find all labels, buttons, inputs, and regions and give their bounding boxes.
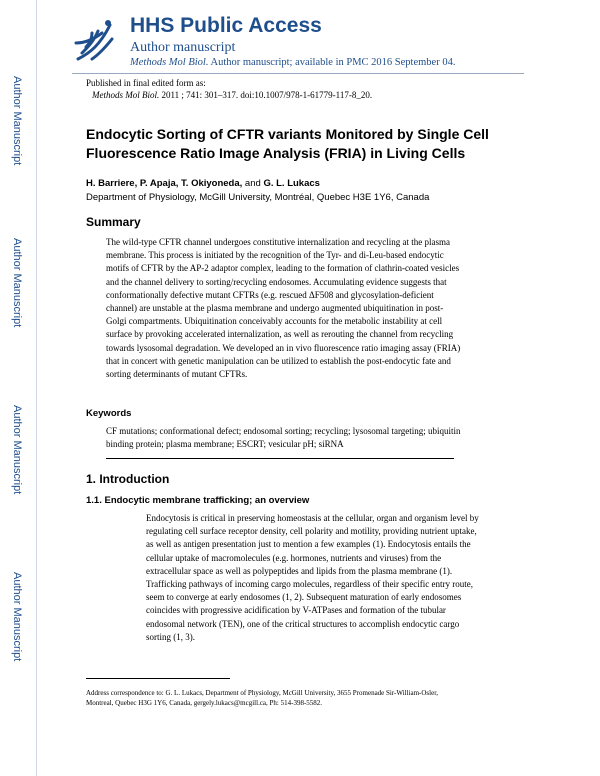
header-divider (72, 73, 524, 74)
availability-note (130, 57, 455, 68)
affiliation: Department of Physiology, McGill University, Montréal, Quebec H3E 1Y6, Canada (86, 192, 430, 203)
authors-and: and (242, 178, 264, 189)
hhs-eagle-logo-icon (72, 15, 116, 63)
availability-text: Author manuscript; available in PMC 2016 September 04. (208, 57, 456, 68)
sidebar-label: Author Manuscript (11, 76, 23, 166)
summary-text (106, 236, 526, 381)
journal-name: Methods Mol Biol. (130, 57, 209, 68)
footnote-line: Address correspondence to: G. L. Lukacs, Department of Physiology, McGill University, 3655 Promenade Sir-William-Osler, (86, 689, 439, 697)
hhs-title: HHS Public Access (130, 14, 322, 37)
author-list (86, 178, 320, 189)
sidebar-divider (36, 0, 37, 776)
introduction-line: seem to converge at early endosomes (1, 2). Subsequent maturation of early endosomes (146, 592, 462, 603)
summary-line: surface by provoking accelerated internalization, as well as rerouting the channel from recycling (106, 329, 454, 340)
sidebar-label: Author Manuscript (11, 238, 23, 328)
introduction-line: coincides with progressive acidification by V-ATPases and formation of the tubular (146, 605, 446, 616)
citation-journal: Methods Mol Biol. (92, 90, 160, 100)
subsection-heading: 1.1. Endocytic membrane trafficking; an overview (86, 495, 310, 506)
summary-line: channel) are unstable at the plasma membrane and undergo augmented ubiquitination in post- (106, 303, 444, 314)
summary-line: sorting determinants of mutant CFTRs. (106, 369, 248, 380)
summary-line: motifs of CFTR by the AP-2 adaptor complex, leading to the formation of clathrin-coated vesicles (106, 263, 460, 274)
introduction-line: extracellular space as well as polypeptides and lipids from the plasma membrane (1). (146, 565, 453, 576)
introduction-text (146, 512, 526, 644)
introduction-line: regulating cell surface receptor density, cell polarity and motility, providing nutrient uptake, (146, 526, 477, 537)
introduction-line: endosomal network (TEN), one of the critical structures to accomplish endocytic cargo (146, 618, 460, 629)
keywords-text (106, 425, 526, 451)
summary-heading: Summary (86, 215, 141, 229)
sidebar-label: Author Manuscript (11, 572, 23, 662)
summary-line: that in concert with genetic manipulation can be utilized to establish the post-endocytic fate and (106, 355, 451, 366)
introduction-line: Trafficking pathways of incoming cargo molecules, regardless of their specific entry route, (146, 579, 473, 590)
summary-line: conformationally defective mutant CFTRs (e.g. rescued ΔF508 and glycosylation-deficient (106, 289, 434, 300)
published-label: Published in final edited form as: (86, 78, 206, 88)
introduction-line: sorting (1, 3). (146, 631, 195, 642)
keywords-line: CF mutations; conformational defect; endosomal sorting; recycling; lysosomal targeting; ubiquitin (106, 426, 461, 436)
authors: H. Barriere, P. Apaja, T. Okiyoneda, (86, 178, 243, 189)
citation (92, 90, 372, 100)
introduction-line: cellular uptake of macromolecules (e.g. hormones, nutrients and viruses) from the (146, 552, 442, 563)
keywords-divider (106, 458, 454, 459)
summary-line: membrane. This process is initiated by the recognition of the Tyr- and di-Leu-based endocytic (106, 250, 444, 261)
sidebar-label: Author Manuscript (11, 405, 23, 495)
citation-details: 2011 ; 741: 301–317. doi:10.1007/978-1-61779-117-8_20. (159, 90, 373, 100)
manuscript-label: Author manuscript (130, 40, 236, 55)
author-last: G. L. Lukacs (263, 178, 320, 189)
correspondence-footnote (86, 688, 526, 708)
footnote-divider (86, 678, 230, 679)
footnote-line: Montreal, Quebec H3G 1Y6, Canada, gergely.lukacs@mcgill.ca, Ph: 514-398-5582. (86, 699, 323, 707)
introduction-heading: 1. Introduction (86, 472, 170, 486)
summary-line: and the channel delivery to sorting/recycling endosomes. Accumulating evidence suggests that (106, 276, 447, 287)
summary-line: Golgi compartments. Ubiquitination conceivably accounts for the metabolic instability at cell (106, 316, 443, 327)
summary-line: towards lysosomal degradation. We developed an in vivo fluorescence ratio imaging assay (FRIA) (106, 342, 461, 353)
summary-line: The wild-type CFTR channel undergoes constitutive internalization and recycling at the plasma (106, 237, 450, 247)
introduction-line: Endocytosis is critical in preserving homeostasis at the cellular, organ and organism level by (146, 513, 479, 523)
keywords-heading: Keywords (86, 408, 132, 419)
article-title: Endocytic Sorting of CFTR variants Monitored by Single Cell Fluorescence Ratio Image Analysis (FRIA) in Living Cells (86, 126, 489, 161)
introduction-line: as well as antigen presentation just to mention a few examples (1). Endocytosis entails the (146, 539, 471, 550)
keywords-line: binding protein; plasma membrane; ESCRT; vesicular pH; siRNA (106, 439, 344, 450)
